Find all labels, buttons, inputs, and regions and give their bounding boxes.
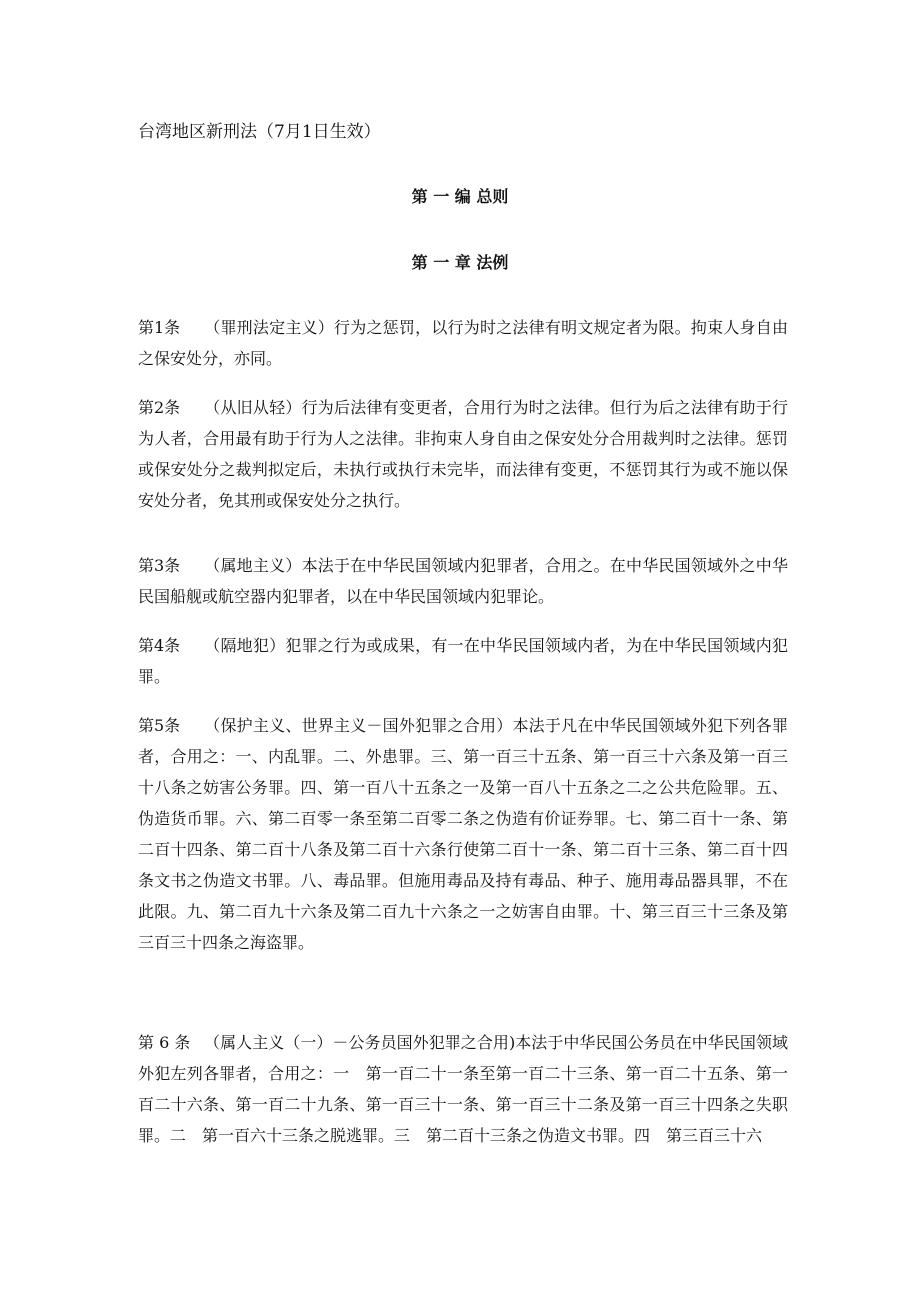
article-topic: （属地主义）	[204, 556, 302, 575]
article-number: 第4条	[138, 636, 181, 655]
article-text: 本法于凡在中华民国领域外犯下列各罪者，合用之：一、内乱罪。二、外患罪。三、第一百三十五条、第一百三十六条及第一百三十八条之妨害公务罪。四、第一百八十五条之一及第一百八十五条之二之公共危险罪。五、伪造货币罪。六、第二百零一条至第二百零二条之伪造有价证券罪。七、第二百十一条、第二百十四条、第二百十八条及第二百十六条行使第二百十一条、第二百十三条、第二百十四条文书之伪造文书罪。八、毒品罪。但施用毒品及持有毒品、种子、施用毒品器具罪，不在此限。九、第二百九十六条及第二百九十六条之一之妨害自由罪。十、第三百三十三条及第三百三十四条之海盗罪。	[138, 716, 788, 952]
article-4	[138, 630, 788, 692]
article-3	[138, 550, 788, 612]
article-5	[138, 710, 788, 958]
article-2	[138, 392, 788, 516]
article-number: 第3条	[138, 556, 181, 575]
article-number: 第 6 条	[138, 1033, 191, 1052]
article-number: 第2条	[138, 398, 181, 417]
chapter-heading: 第 一 章 法例	[411, 253, 509, 272]
document-title: 台湾地区新刑法（7月1日生效）	[138, 122, 381, 142]
article-topic: （从旧从轻）	[204, 398, 302, 417]
article-topic: （属人主义（一）－公务员国外犯罪之合用)	[204, 1033, 516, 1052]
article-1	[138, 312, 788, 374]
article-text: 本法于在中华民国领域内犯罪者，合用之。在中华民国领域外之中华民国船舰或航空器内犯罪者，以在中华民国领域内犯罪论。	[138, 556, 788, 606]
article-text: 犯罪之行为或成果，有一在中华民国领域内者，为在中华民国领域内犯罪。	[138, 636, 788, 686]
article-number: 第1条	[138, 318, 181, 337]
article-number: 第5条	[138, 716, 181, 735]
article-topic: （隔地犯）	[204, 636, 286, 655]
article-text: 行为之惩罚，以行为时之法律有明文规定者为限。拘束人身自由之保安处分，亦同。	[138, 318, 788, 368]
article-topic: （罪刑法定主义）	[204, 318, 334, 337]
article-text: 行为后法律有变更者，合用行为时之法律。但行为后之法律有助于行为人者，合用最有助于行为人之法律。非拘束人身自由之保安处分合用裁判时之法律。惩罚或保安处分之裁判拟定后，未执行或执行未完毕，而法律有变更，不惩罚其行为或不施以保安处分者，免其刑或保安处分之执行。	[138, 398, 788, 510]
part-heading: 第 一 编 总则	[411, 187, 509, 206]
article-text: 本法于中华民国公务员在中华民国领域外犯左列各罪者，合用之：一 第一百二十一条至第一百二十三条、第一百二十五条、第一百二十六条、第一百二十九条、第一百三十一条、第一百三十二条及第一百三十四条之失职罪。二 第一百六十三条之脱逃罪。三 第二百十三条之伪造文书罪。四 第三百三十六	[138, 1033, 788, 1145]
article-topic: （保护主义、世界主义－国外犯罪之合用）	[204, 716, 513, 735]
article-6	[138, 1027, 788, 1151]
